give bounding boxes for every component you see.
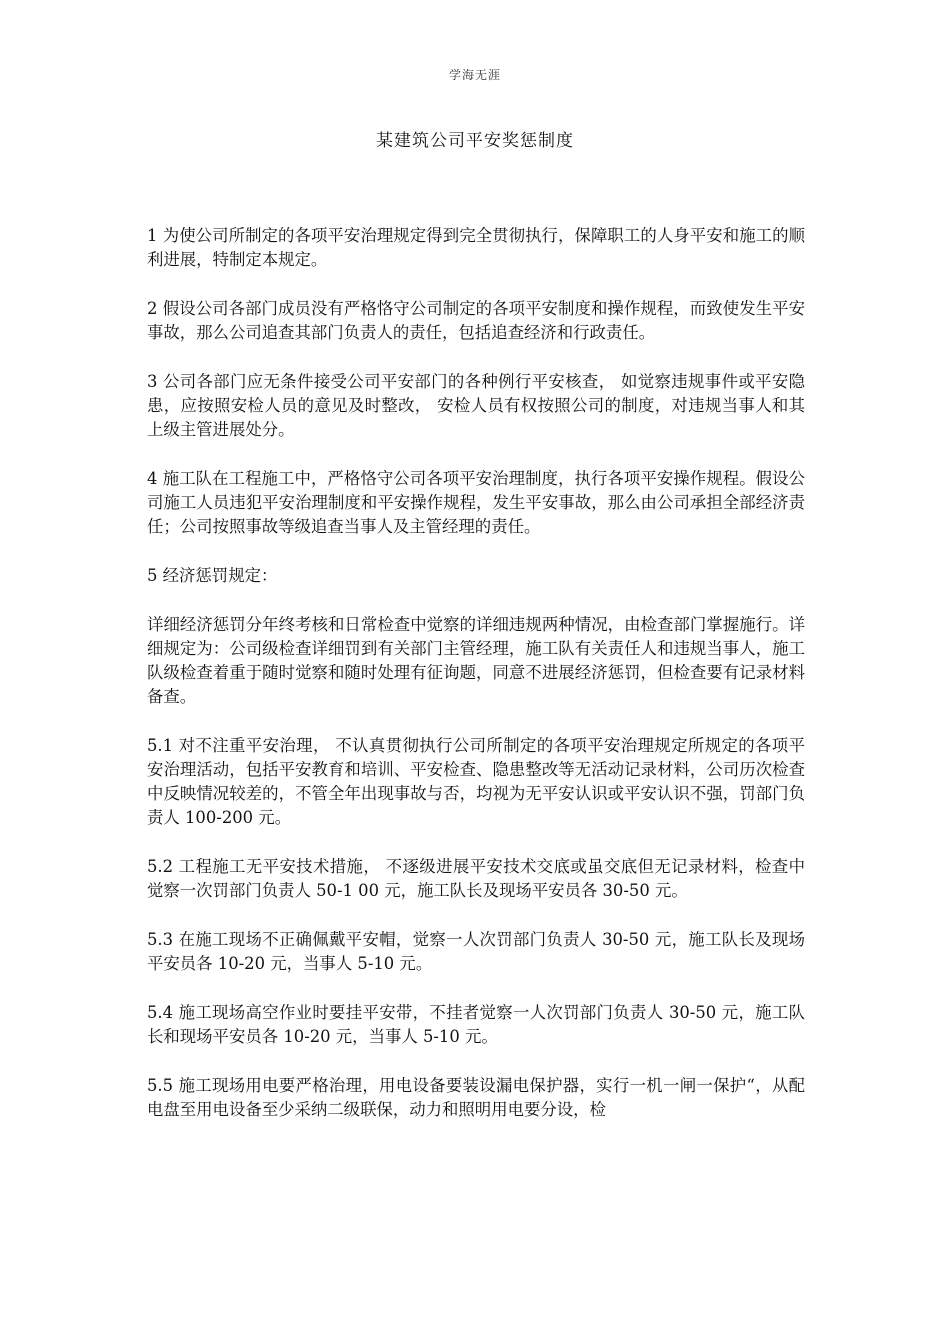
paragraph-4: 4 施工队在工程施工中，严格恪守公司各项平安治理制度，执行各项平安操作规程。假设公司施工人员违犯平安治理制度和平安操作规程，发生平安事故，那么由公司承担全部经济责任；公司按照事故等级追查当事人及主管经理的责任。 [147, 469, 805, 536]
paragraph-2: 2 假设公司各部门成员没有严格恪守公司制定的各项平安制度和操作规程，而致使发生平安事故，那么公司追查其部门负责人的责任，包括追查经济和行政责任。 [147, 299, 805, 342]
page-header: 学海无涯 [448, 68, 501, 82]
paragraph-5-heading: 5 经济惩罚规定： [147, 566, 278, 585]
paragraph-5-intro: 详细经济惩罚分年终考核和日常检查中觉察的详细违规两种情况，由检查部门掌握施行。详细规定为：公司级检查详细罚到有关部门主管经理，施工队有关责任人和违规当事人，施工队级检查着重于随时觉察和随时处理有征询题，同意不进展经济惩罚，但检查要有记录材料备查。 [147, 615, 805, 706]
document-title: 某建筑公司平安奖惩制度 [376, 131, 574, 151]
paragraph-5-3: 5.3 在施工现场不正确佩戴平安帽，觉察一人次罚部门负责人 30-50 元，施工队长及现场平安员各 10-20 元，当事人 5-10 元。 [147, 930, 805, 973]
document-body [147, 224, 805, 1147]
paragraph-5-4: 5.4 施工现场高空作业时要挂平安带，不挂者觉察一人次罚部门负责人 30-50 元，施工队长和现场平安员各 10-20 元，当事人 5-10 元。 [147, 1003, 805, 1046]
paragraph-3: 3 公司各部门应无条件接受公司平安部门的各种例行平安核查， 如觉察违规事件或平安隐患，应按照安检人员的意见及时整改， 安检人员有权按照公司的制度，对违规当事人和其上级主管进展处分。 [147, 372, 805, 439]
paragraph-5-5: 5.5 施工现场用电要严格治理，用电设备要装设漏电保护器，实行一机一闸一保护“，从配电盘至用电设备至少采纳二级联保，动力和照明用电要分设，检 [147, 1076, 805, 1119]
paragraph-5-2: 5.2 工程施工无平安技术措施， 不逐级进展平安技术交底或虽交底但无记录材料，检查中觉察一次罚部门负责人 50-1 00 元，施工队长及现场平安员各 30-50 元。 [147, 857, 805, 900]
paragraph-1: 1 为使公司所制定的各项平安治理规定得到完全贯彻执行，保障职工的人身平安和施工的顺利进展，特制定本规定。 [147, 226, 805, 269]
paragraph-5-1: 5.1 对不注重平安治理， 不认真贯彻执行公司所制定的各项平安治理规定所规定的各项平安治理活动，包括平安教育和培训、平安检查、隐患整改等无活动记录材料，公司历次检查中反映情况较差的，不管全年出现事故与否，均视为无平安认识或平安认识不强，罚部门负责人 100-200 元。 [147, 736, 805, 827]
